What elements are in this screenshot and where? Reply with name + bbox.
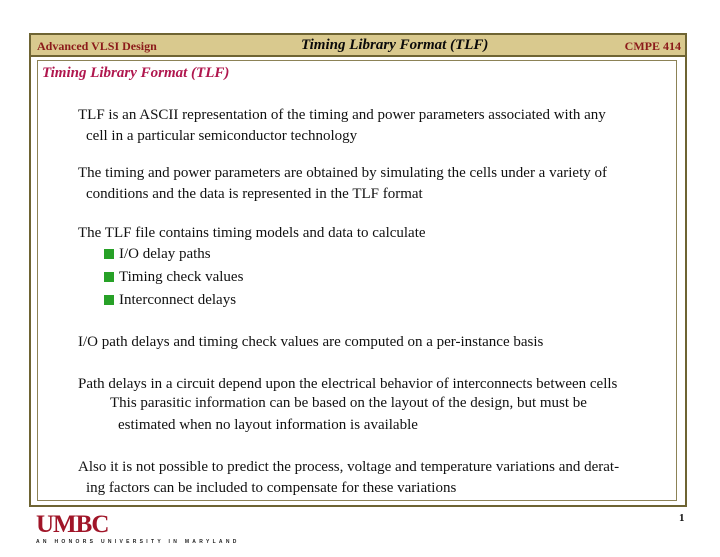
paragraph-line: conditions and the data is represented in the TLF format xyxy=(86,186,423,202)
umbc-logo xyxy=(36,512,240,545)
bullet-text: Interconnect delays xyxy=(119,292,237,308)
course-name: Advanced VLSI Design xyxy=(37,39,157,53)
bullet-text: I/O delay paths xyxy=(119,246,211,262)
paragraph-line: Path delays in a circuit depend upon the electrical behavior of interconnects between cells xyxy=(78,376,618,392)
paragraph-tlf-definition xyxy=(78,105,606,147)
list-item xyxy=(104,244,211,264)
page-number: 1 xyxy=(679,512,685,524)
bullet-square-icon xyxy=(104,272,114,282)
paragraph-simulation xyxy=(78,163,607,205)
paragraph-line: cell in a particular semiconductor technology xyxy=(86,128,358,144)
sub-text-line: estimated when no layout information is available xyxy=(118,417,418,433)
slide-title: Timing Library Format (TLF) xyxy=(42,65,230,81)
bullet-square-icon xyxy=(104,249,114,259)
paragraph-line: TLF is an ASCII representation of the timing and power parameters associated with any xyxy=(78,107,606,123)
slide-frame xyxy=(29,33,687,507)
logo-tagline: AN HONORS UNIVERSITY IN MARYLAND xyxy=(36,539,240,545)
paragraph-line: The TLF file contains timing models and data to calculate xyxy=(78,225,426,241)
paragraph-line: Also it is not possible to predict the process, voltage and temperature variations and derat- xyxy=(78,459,620,475)
list-item xyxy=(104,290,236,310)
paragraph-pvt-variations xyxy=(78,457,619,499)
list-item xyxy=(104,267,243,287)
paragraph-path-delays xyxy=(78,374,617,395)
bullet-square-icon xyxy=(104,295,114,305)
course-code: CMPE 414 xyxy=(624,39,681,53)
paragraph-file-contents xyxy=(78,223,426,244)
paragraph-per-instance xyxy=(78,332,543,353)
header-title: Timing Library Format (TLF) xyxy=(301,37,489,53)
paragraph-line: I/O path delays and timing check values are computed on a per-instance basis xyxy=(78,334,544,350)
slide-header xyxy=(31,35,685,57)
sub-text-line: This parasitic information can be based on the layout of the design, but must be xyxy=(110,395,587,411)
paragraph-line: The timing and power parameters are obtained by simulating the cells under a variety of xyxy=(78,165,607,181)
bullet-text: Timing check values xyxy=(119,269,244,285)
logo-wordmark: UMBC xyxy=(36,511,109,538)
paragraph-line: ing factors can be included to compensate for these variations xyxy=(86,480,457,496)
content-area xyxy=(37,60,677,501)
